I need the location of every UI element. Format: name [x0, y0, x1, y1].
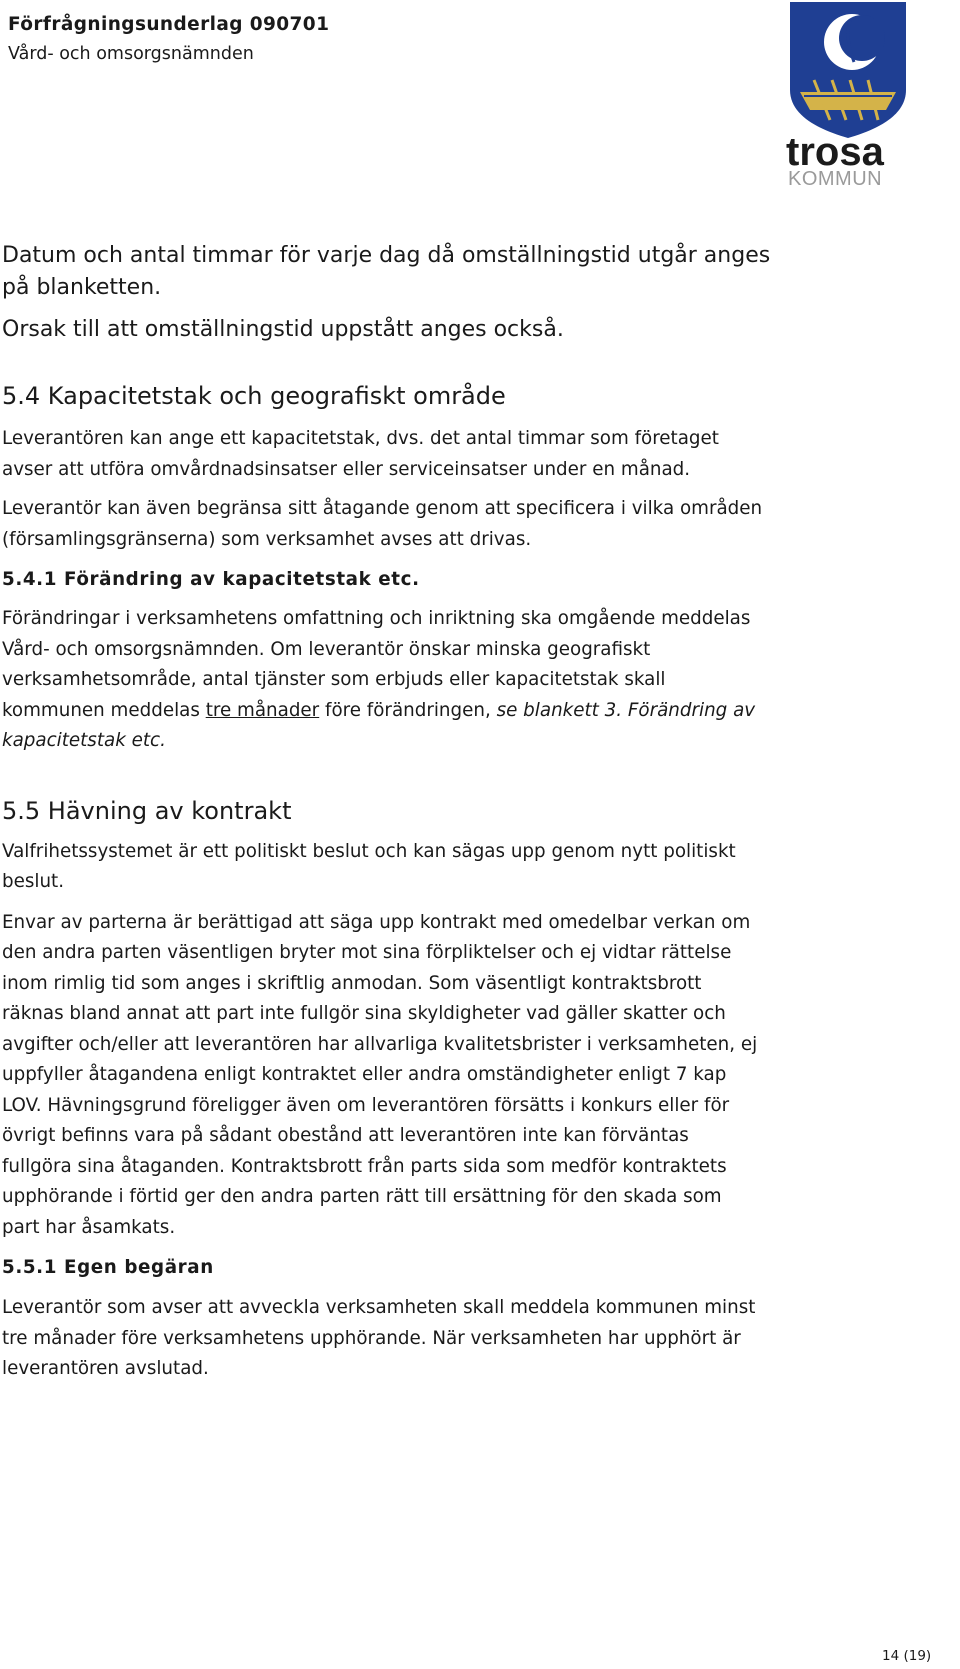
text-line: LOV. Hävningsgrund föreligger även om leverantören försätts i konkurs eller för: [2, 1094, 730, 1116]
paragraph: [2, 1293, 932, 1385]
intro-line: på blanketten.: [2, 275, 162, 300]
text-line: leverantören avslutad.: [2, 1358, 209, 1379]
text-line: inom rimlig tid som anges i skriftlig anmodan. Som väsentligt kontraktsbrott: [2, 972, 702, 994]
subsection-heading: 5.4.1 Förändring av kapacitetstak etc.: [2, 569, 420, 590]
text-line: avgifter och/eller att leverantören har allvarliga kvalitetsbrister i verksamheten, ej: [2, 1033, 758, 1055]
text-line: part har åsamkats.: [2, 1216, 176, 1238]
trosa-kommun-logo: [786, 2, 960, 198]
subsection-heading: 5.5.1 Egen begäran: [2, 1257, 214, 1278]
text-line: räknas bland annat att part inte fullgör sina skyldigheter vad gäller skatter och: [2, 1003, 726, 1024]
paragraph: [2, 494, 932, 555]
text-line: tre månader före verksamhetens upphörande. När verksamheten har upphört är: [2, 1327, 741, 1349]
document-body: [2, 240, 932, 1385]
text-line: [2, 696, 932, 727]
section-5-5: [2, 795, 932, 1244]
section-5-4-1: [2, 565, 932, 757]
text-line: Leverantör kan även begränsa sitt åtagande genom att specificera i vilka områden: [2, 498, 763, 519]
section-heading: 5.4 Kapacitetstak och geografiskt område: [2, 382, 506, 410]
section-5-4: [2, 380, 932, 555]
coat-of-arms-icon: [786, 2, 960, 198]
text-line: fullgöra sina åtaganden. Kontraktsbrott från parts sida som medför kontraktets: [2, 1155, 727, 1177]
text-line: uppfyller åtagandena enligt kontraktet eller andra omständigheter enligt 7 kap: [2, 1064, 727, 1085]
text-run: före förändringen,: [319, 699, 497, 721]
text-line: verksamhetsområde, antal tjänster som erbjuds eller kapacitetstak skall: [2, 669, 666, 690]
logo-name: trosa: [786, 130, 884, 174]
section-5-5-1: [2, 1253, 932, 1385]
text-line: Leverantören kan ange ett kapacitetstak, dvs. det antal timmar som företaget: [2, 428, 719, 449]
text-line: upphörande i förtid ger den andra parten rätt till ersättning för den skada som: [2, 1186, 722, 1207]
paragraph: [2, 908, 932, 1244]
logo-kommun: KOMMUN: [788, 168, 883, 190]
text-line: övrigt befinns vara på sådant obestånd att leverantören inte kan förväntas: [2, 1125, 689, 1146]
underlined-text: tre månader: [205, 699, 320, 721]
paragraph: [2, 837, 932, 898]
italic-reference: kapacitetstak etc.: [2, 730, 166, 751]
text-run: kommunen meddelas: [2, 699, 206, 721]
text-line: Vård- och omsorgsnämnden. Om leverantör önskar minska geografiskt: [2, 638, 651, 660]
text-line: beslut.: [2, 871, 65, 892]
document-title: Förfrågningsunderlag 090701: [8, 14, 330, 35]
intro-line: Orsak till att omställningstid uppstått anges också.: [2, 317, 564, 342]
text-line: Leverantör som avser att avveckla verksamheten skall meddela kommunen minst: [2, 1297, 756, 1318]
intro-line: Datum och antal timmar för varje dag då omställningstid utgår anges: [2, 243, 771, 268]
italic-reference: se blankett 3. Förändring av: [496, 699, 756, 721]
page-number: 14 (19): [882, 1648, 932, 1664]
text-line: avser att utföra omvårdnadsinsatser eller serviceinsatser under en månad.: [2, 458, 691, 480]
section-heading: 5.5 Hävning av kontrakt: [2, 796, 292, 825]
text-line: Förändringar i verksamhetens omfattning och inriktning ska omgående meddelas: [2, 608, 751, 629]
paragraph: [2, 604, 932, 757]
intro-block: [2, 240, 932, 346]
document-subtitle: Vård- och omsorgsnämnden: [8, 44, 254, 64]
page-header: [8, 12, 329, 68]
text-line: den andra parten väsentligen bryter mot sina förpliktelser och ej vidtar rättelse: [2, 942, 732, 963]
text-line: Valfrihetssystemet är ett politiskt beslut och kan sägas upp genom nytt politiskt: [2, 840, 736, 862]
text-line: Envar av parterna är berättigad att säga upp kontrakt med omedelbar verkan om: [2, 911, 751, 933]
text-line: (församlingsgränserna) som verksamhet avses att drivas.: [2, 528, 532, 550]
boat-icon: [800, 92, 896, 110]
paragraph: [2, 424, 932, 485]
